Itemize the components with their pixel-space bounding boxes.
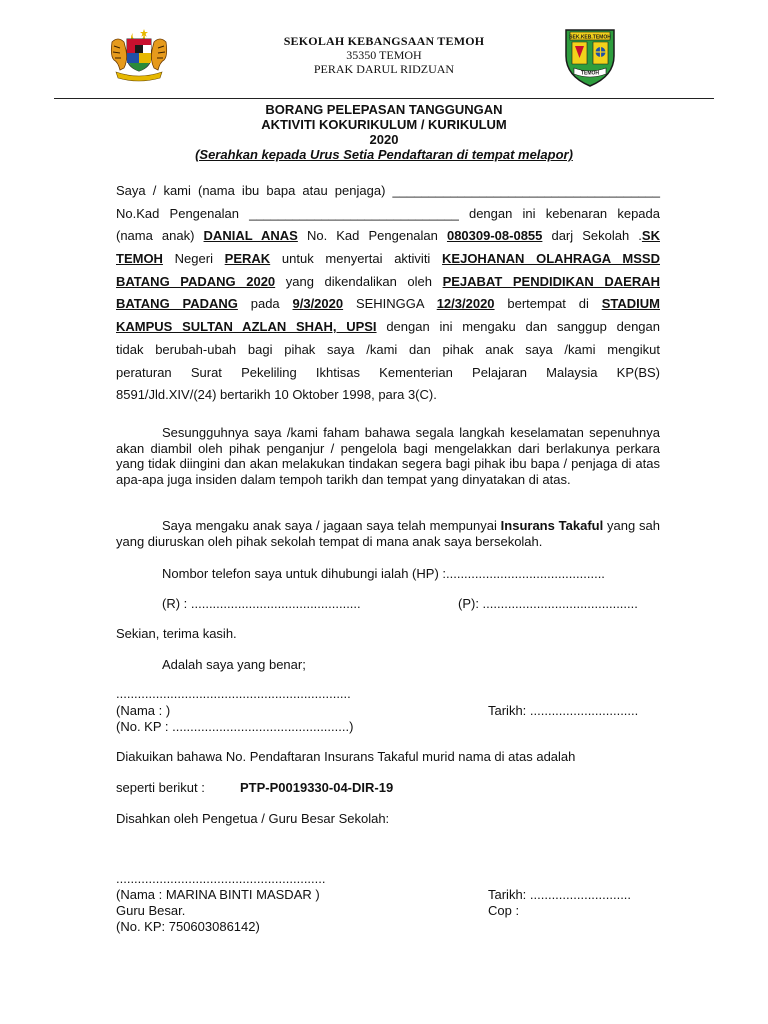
school-crest-logo <box>562 26 618 88</box>
stamp-field: Cop : <box>488 903 520 918</box>
form-year: 2020 <box>369 132 399 147</box>
head-ic: (No. KP: 750603086142) <box>116 919 260 934</box>
school-name: SEKOLAH KEBANGSAAN TEMOH <box>283 34 485 48</box>
head-signature-line: .......................................................... <box>116 871 326 886</box>
organizer-a: PEJABAT PENDIDIKAN DAERAH <box>442 273 660 289</box>
crest-top-text: SEK.KEB.TEMOH <box>569 34 611 41</box>
phone-p-line: (P): ........................................... <box>458 596 638 611</box>
consent-paragraph <box>116 180 660 407</box>
verified-by-label: Disahkan oleh Pengetua / Guru Besar Sekolah: <box>116 811 390 826</box>
activity-name-b: BATANG PADANG 2020 <box>116 273 276 289</box>
venue-line: KAMPUS SULTAN AZLAN SHAH, UPSI dengan ini mengaku dan sanggup dengan <box>116 319 660 335</box>
safety-paragraph: Sesungguhnya saya /kami faham bahawa segala langkah keselamatan sepenuhnya akan diambil oleh pihak penganjur / pengelola bagi mengelakkan dari berlakunya perkara yang tidak diingini dan akan melakukan tindakan segera bagi pihak ibu bapa / penjaga di atas apa-apa juga insiden dalam tempoh tarikh dan tempat yang dinyatakan di atas. <box>116 425 660 487</box>
consent-line-8: tidak berubah-ubah bagi pihak saya /kami dan pihak anak saya /kami mengikut <box>116 341 660 357</box>
activity-name-a: KEJOHANAN OLAHRAGA MSSD <box>442 251 660 267</box>
head-name: (Nama : MARINA BINTI MASDAR ) <box>116 887 320 902</box>
consent-line-10: 8591/Jld.XIV/(24) bertarikh 10 Oktober 1998, para 3(C). <box>116 387 437 403</box>
parent-signature-line: ................................................................. <box>116 686 351 701</box>
parent-ic-field: (No. KP : .................................................) <box>116 719 354 734</box>
date-from: 9/3/2020 <box>292 296 344 312</box>
parent-ic-line: No.Kad Pengenalan _____________________________ dengan ini kebenaran kepada <box>116 205 660 221</box>
student-ic: 080309-08-0855 <box>446 228 543 244</box>
student-state: PERAK <box>224 251 271 267</box>
header-divider <box>54 98 714 99</box>
consent-line-9: peraturan Surat Pekeliling Ikhtisas Kementerian Pelajaran Malaysia KP(BS) <box>116 364 660 380</box>
form-instruction: (Serahkan kepada Urus Setia Pendaftaran di tempat melapor) <box>195 147 573 162</box>
crest-bottom-text: TEMOH <box>580 70 600 77</box>
school-state: PERAK DARUL RIDZUAN <box>313 62 455 76</box>
insurance-paragraph: Saya mengaku anak saya / jagaan saya telah mempunyai Insurans Takaful yang sah yang diuruskan oleh pihak sekolah tempat di mana anak saya bersekolah. <box>116 518 661 549</box>
venue-a: STADIUM <box>601 296 660 312</box>
head-position: Guru Besar. <box>116 903 186 918</box>
phone-r-line: (R) : ............................................... <box>162 596 361 611</box>
insurance-reg-no: PTP-P0019330-04-DIR-19 <box>240 780 394 795</box>
student-name: DANIAL ANAS <box>203 228 298 244</box>
head-date-field: Tarikh: ............................ <box>488 887 632 902</box>
student-line: (nama anak) DANIAL ANAS No. Kad Pengenalan 080309-08-0855 darj Sekolah .SK <box>116 228 660 244</box>
date-to: 12/3/2020 <box>436 296 495 312</box>
venue-b: KAMPUS SULTAN AZLAN SHAH, UPSI <box>116 319 377 335</box>
insurance-note-line1: Diakuikan bahawa No. Pendaftaran Insurans Takaful murid nama di atas adalah <box>116 749 576 764</box>
parent-name-line: Saya / kami (nama ibu bapa atau penjaga) _____________________________________ <box>116 183 660 198</box>
organizer-b: BATANG PADANG <box>116 296 238 312</box>
closing-thanks: Sekian, terima kasih. <box>116 626 237 641</box>
school-postcode: 35350 TEMOH <box>346 48 422 62</box>
insurance-type: Insurans Takaful <box>500 518 604 533</box>
organizer-line: BATANG PADANG 2020 yang dikendalikan oleh PEJABAT PENDIDIKAN DAERAH <box>116 273 660 289</box>
date-line: BATANG PADANG pada 9/3/2020 SEHINGGA 12/3/2020 bertempat di STADIUM <box>116 296 660 312</box>
closing-truly: Adalah saya yang benar; <box>162 657 306 672</box>
form-subtitle: AKTIVITI KOKURIKULUM / KURIKULUM <box>261 117 507 132</box>
phone-hp-line: Nombor telefon saya untuk dihubungi ialah (HP) :............................................ <box>162 566 605 581</box>
insurance-note-line2: seperti berikut : <box>116 780 205 795</box>
form-title: BORANG PELEPASAN TANGGUNGAN <box>265 102 503 117</box>
school-short-a: SK <box>641 228 660 244</box>
parent-date-field: Tarikh: .............................. <box>488 703 639 718</box>
school-short-b: TEMOH <box>116 251 163 267</box>
parent-name-field: (Nama : ) <box>116 703 171 718</box>
activity-line: TEMOH Negeri PERAK untuk menyertai aktiviti KEJOHANAN OLAHRAGA MSSD <box>116 251 660 267</box>
